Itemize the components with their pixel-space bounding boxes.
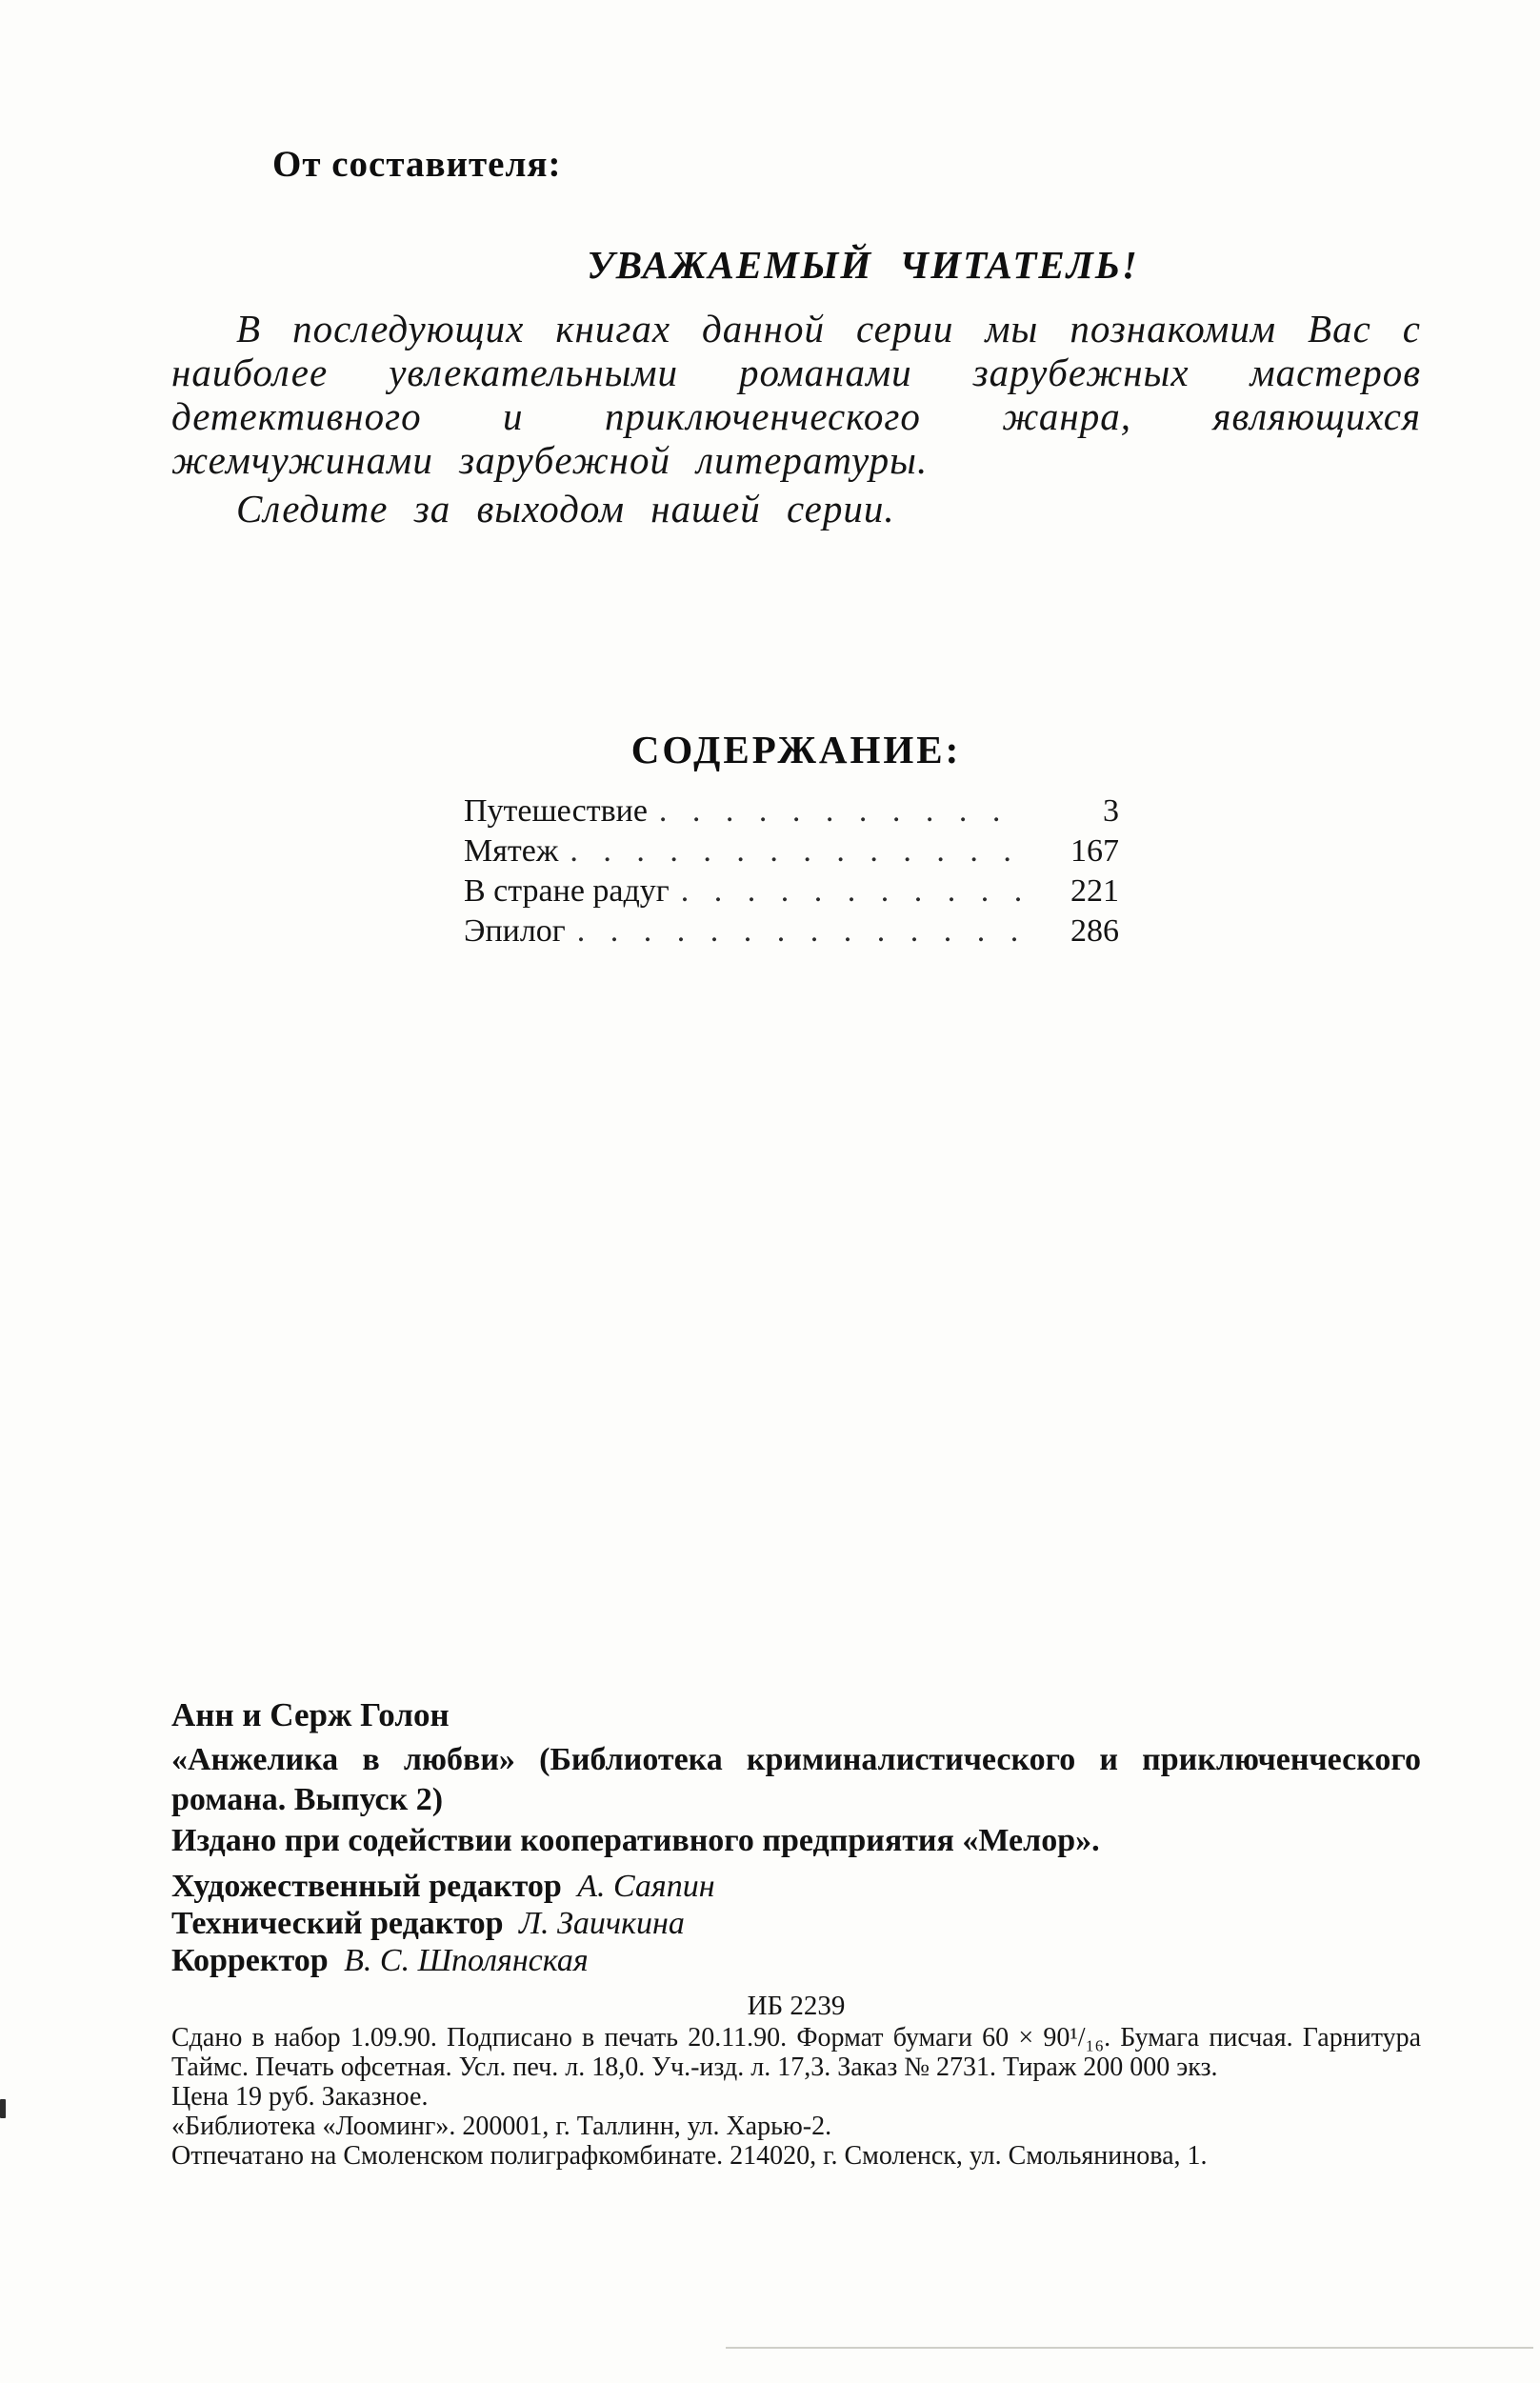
- toc-entry-page: 286: [1070, 913, 1119, 949]
- toc-entry: [464, 833, 1119, 873]
- publisher-line: Издано при содействии кооперативного предприятия «Мелор».: [171, 1823, 1100, 1858]
- content-column: [171, 0, 1421, 2171]
- toc: [464, 793, 1119, 953]
- toc-entry-page: 3: [1103, 793, 1119, 829]
- toc-entry-page: 167: [1070, 833, 1119, 869]
- toc-entry: [464, 873, 1119, 913]
- editor-role: Технический редактор: [171, 1906, 504, 1941]
- book-title-line: «Анжелика в любви» (Библиотека криминалистического и приключенческого романа. Выпуск 2): [171, 1742, 1421, 1817]
- editor-row: [171, 1868, 1421, 1905]
- imprint-block: [171, 2023, 1421, 2171]
- dot-leader: [659, 793, 1028, 830]
- reader-greeting-title: УВАЖАЕМЫЙ ЧИТАТЕЛЬ!: [587, 243, 1139, 287]
- editor-role: Корректор: [171, 1943, 329, 1978]
- scan-artifact-line: [726, 2347, 1533, 2349]
- editor-role: Художественный редактор: [171, 1869, 562, 1904]
- toc-entry-label: Мятеж: [464, 833, 559, 869]
- library-address-line: «Библиотека «Лооминг». 200001, г. Таллинн, ул. Харью-2.: [171, 2112, 832, 2141]
- printing-house-line: Отпечатано на Смоленском полиграфкомбинате. 214020, г. Смоленск, ул. Смольянинова, 1.: [171, 2141, 1208, 2171]
- series-follow-up-line: Следите за выходом нашей серии.: [236, 487, 895, 531]
- ib-number: ИБ 2239: [747, 1991, 846, 2021]
- book-authors: Анн и Серж Голон: [171, 1696, 450, 1733]
- toc-entry: [464, 793, 1119, 833]
- dot-leader: [570, 833, 1028, 870]
- dot-leader: [681, 873, 1028, 910]
- toc-entry-label: В стране радуг: [464, 873, 670, 909]
- toc-entry: [464, 913, 1119, 953]
- editors-block: [171, 1868, 1421, 1979]
- toc-title: СОДЕРЖАНИЕ:: [630, 728, 962, 771]
- editor-name: В. С. Шполянская: [344, 1943, 589, 1978]
- toc-entry-page: 221: [1070, 873, 1119, 909]
- editor-name: А. Саяпин: [577, 1869, 715, 1904]
- editor-name: Л. Заичкина: [519, 1906, 685, 1941]
- compiler-heading: От составителя:: [272, 144, 562, 185]
- price-line: Цена 19 руб. Заказное.: [171, 2082, 429, 2112]
- toc-entry-label: Путешествие: [464, 793, 648, 829]
- colophon: [171, 1696, 1421, 2171]
- editor-row: [171, 1942, 1421, 1979]
- series-announcement-paragraph: В последующих книгах данной серии мы познакомим Вас с наиболее увлекательными романами зарубежных мастеров детективного и приключенческого жанра, являющихся жемчужинами зарубежной литературы.: [171, 307, 1421, 482]
- print-details: Сдано в набор 1.09.90. Подписано в печать 20.11.90. Формат бумаги 60 × 90¹/₁₆. Бумага писчая. Гарнитура Таймс. Печать офсетная. Усл. печ. л. 18,0. Уч.-изд. л. 17,3. Заказ № 2731. Тираж 200 000 экз.: [171, 2023, 1421, 2082]
- toc-entry-label: Эпилог: [464, 913, 566, 949]
- dot-leader: [577, 913, 1028, 950]
- editor-row: [171, 1905, 1421, 1942]
- scan-artifact-tick: [0, 2099, 6, 2118]
